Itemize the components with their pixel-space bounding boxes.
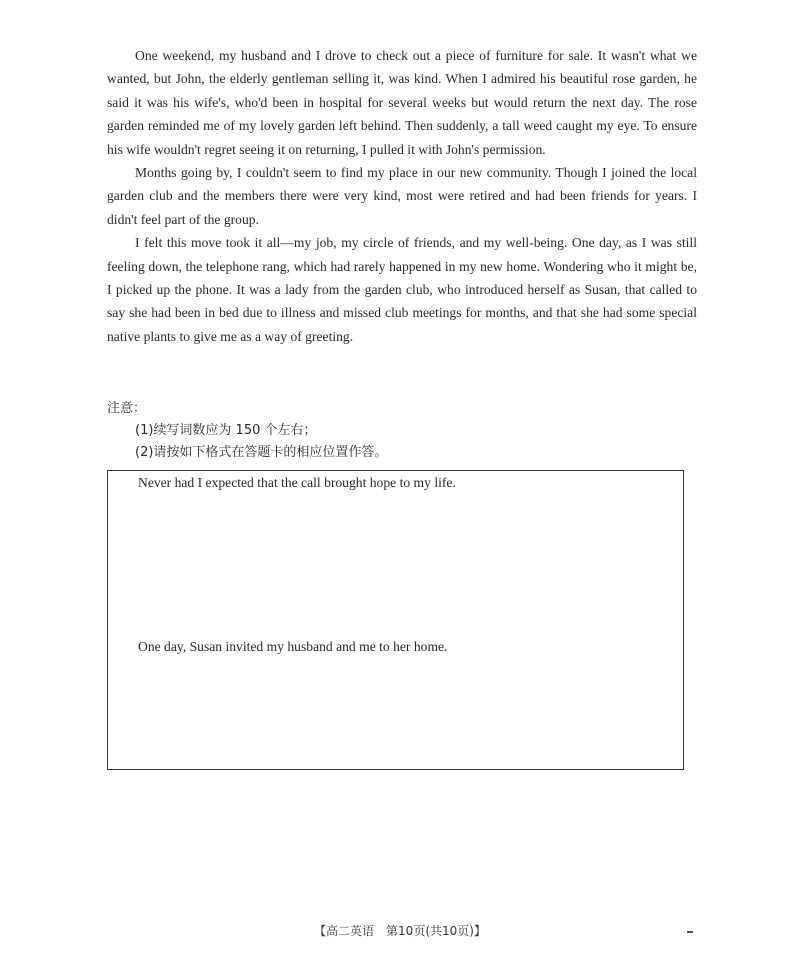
passage-paragraph-3: I felt this move took it all—my job, my circle of friends, and my well-being. One day, as I was still feeling down, the telephone rang, which had rarely happened in my new home. Wondering who it might be, I picked up the phone. It was a lady from the garden club, who introduced herself as Susan, that called to say she had been in bed due to illness and missed club meetings for months, and that she had some special native plants to give me as a way of greeting. xyxy=(107,235,697,344)
corner-mark xyxy=(687,931,693,933)
notes-heading: 注意： xyxy=(107,401,147,416)
passage-paragraph-1: One weekend, my husband and I drove to check out a piece of furniture for sale. It wasn't what we wanted, but John, the elderly gentleman selling it, was kind. When I admired his beautiful rose garden, he said it was his wife's, who'd been in hospital for several weeks but would return the next day. The rose garden reminded me of my lovely garden left behind. Then suddenly, a tall weed caught my eye. To ensure his wife wouldn't regret seeing it on returning, I pulled it with John's permission. xyxy=(107,48,697,157)
notes-section xyxy=(107,398,697,464)
note-item-2: (2)请按如下格式在答题卡的相应位置作答。 xyxy=(135,445,388,460)
passage-paragraph-2: Months going by, I couldn't seem to find my place in our new community. Though I joined the local garden club and the members there were very kind, most were retired and had been friends for years. I didn't feel part of the group. xyxy=(107,165,697,227)
note-item-1: (1)续写词数应为 150 个左右； xyxy=(135,423,317,438)
reading-passage xyxy=(107,44,697,348)
page-footer: 【高二英语 第10页(共10页)】 xyxy=(314,924,486,938)
answer-prompt-2: One day, Susan invited my husband and me to her home. xyxy=(138,639,448,654)
answer-prompt-1: Never had I expected that the call brought hope to my life. xyxy=(138,475,456,490)
answer-box xyxy=(107,470,684,770)
